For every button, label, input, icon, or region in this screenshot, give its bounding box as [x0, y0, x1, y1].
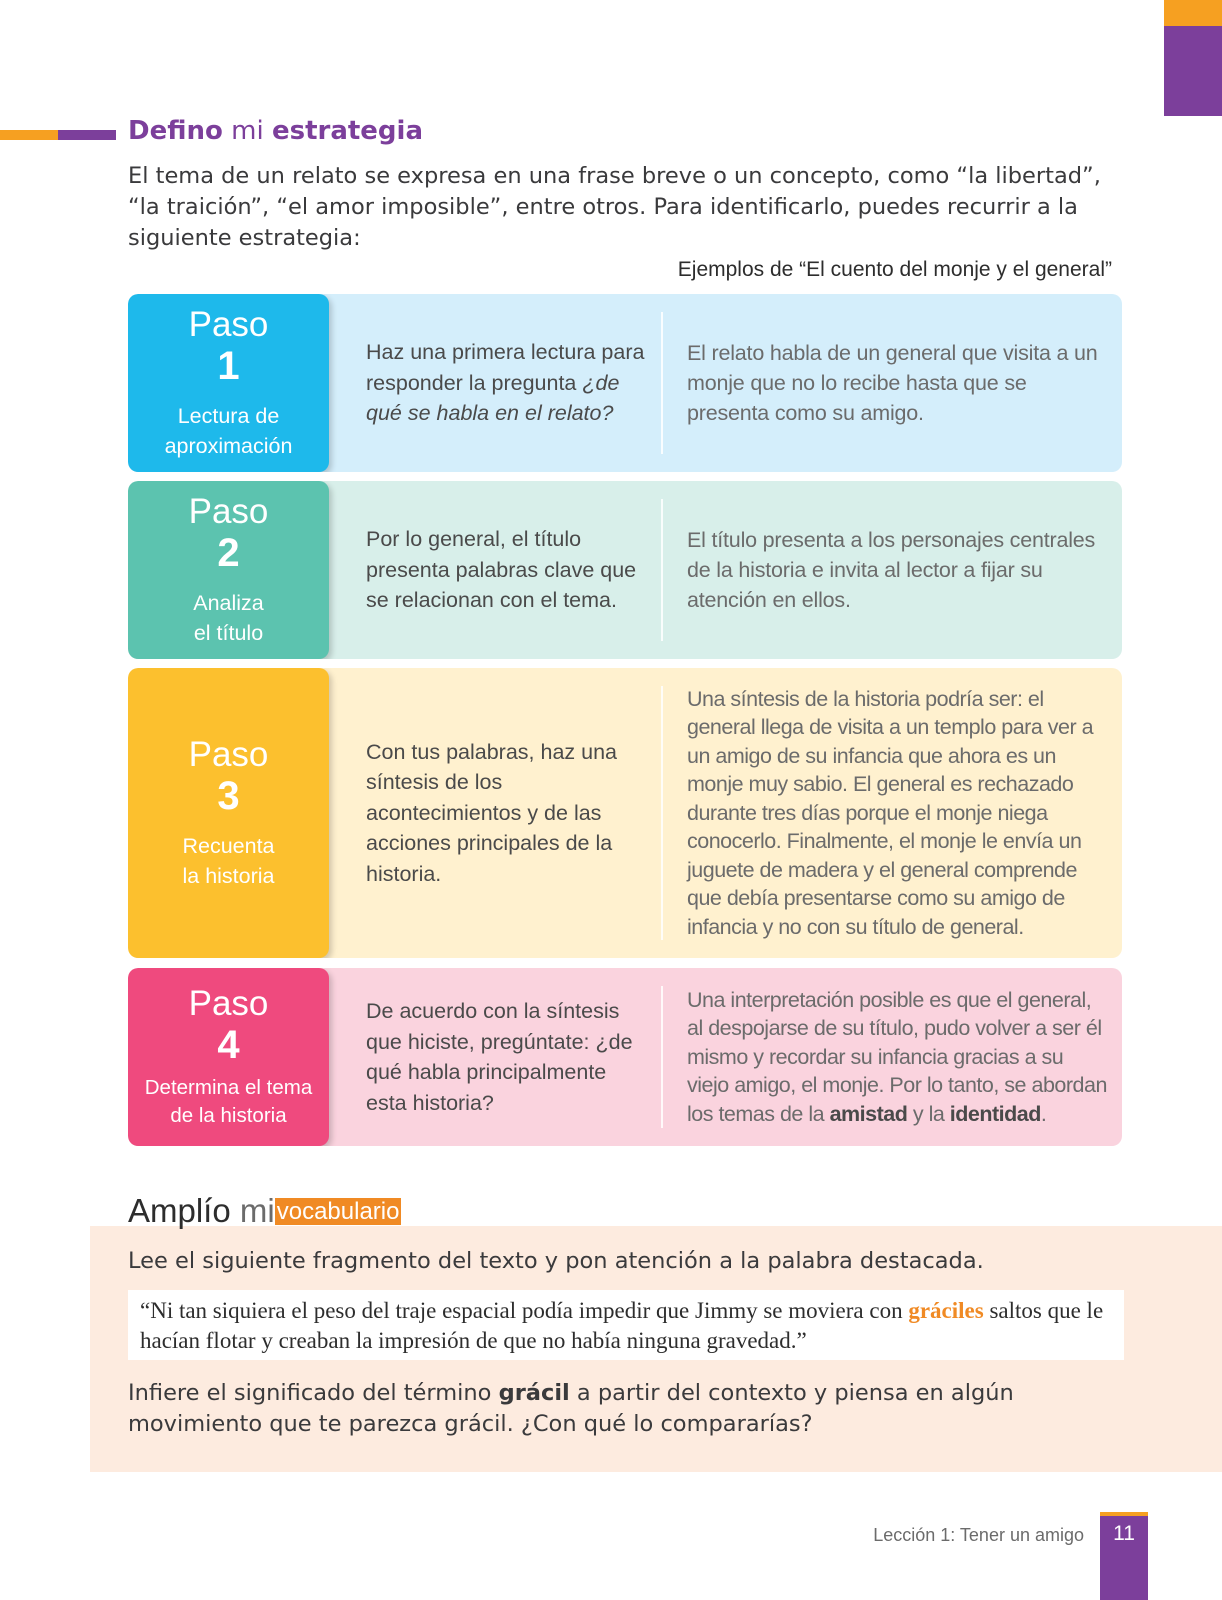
step-4-keyword-identidad: identidad: [949, 1101, 1041, 1126]
step-4-paso: Paso: [188, 984, 269, 1023]
section-title-part1: Defino: [128, 116, 223, 146]
quote-part1: “Ni tan siquiera el peso del traje espacial podía impedir que Jimmy se moviera con: [140, 1298, 903, 1323]
step-4-instruction-text: De acuerdo con la síntesis que hiciste, pregúntate: ¿de qué habla principalmente esta historia?: [366, 999, 633, 1115]
step-3-name: [128, 831, 329, 891]
step-1-name-line2: aproximación: [164, 434, 293, 458]
quote-text: [140, 1296, 1120, 1356]
step-4: [128, 968, 1122, 1146]
step-4-name: [128, 1074, 329, 1130]
step-1-card: [128, 294, 329, 472]
vocabulary-title-highlight: vocabulario: [276, 1198, 400, 1225]
step-3-name-line2: la historia: [182, 864, 275, 888]
footer-lesson: Lección 1: Tener un amigo: [873, 1525, 1084, 1545]
step-4-keyword-amistad: amistad: [829, 1101, 908, 1126]
vocabulary-question-part1: Infiere el significado del término: [128, 1380, 492, 1406]
page-tab-accent: [1100, 1512, 1148, 1516]
step-1-name-line1: Lectura de: [177, 404, 280, 428]
step-4-example: [687, 968, 1107, 1146]
vocabulary-title-part2: mi: [239, 1192, 275, 1229]
section-title-part2: mi: [231, 116, 264, 146]
step-3-instruction-text: Con tus palabras, haz una síntesis de los acontecimientos y de las acciones principales de la historia.: [366, 739, 617, 886]
corner-tab: [1164, 0, 1222, 116]
vocabulary-question: [128, 1378, 1118, 1440]
step-2-number: 2: [217, 531, 240, 575]
step-1-paso: Paso: [188, 305, 269, 344]
step-4-name-line2: de la historia: [170, 1104, 287, 1127]
step-3-paso: Paso: [188, 735, 269, 774]
examples-caption: Ejemplos de “El cuento del monje y el general”: [677, 258, 1112, 281]
section-title: [128, 116, 423, 146]
step-1-name: [128, 401, 329, 461]
vocabulary-question-keyword: grácil: [498, 1380, 570, 1406]
step-3-example-text: Una síntesis de la historia podría ser: el general llega de visita a un templo para ver a un amigo de su infancia que ahora es un monje muy sabio. El general es rechazado durante tres días porque el monje niega conocerlo. Finalmente, el monje le envía un juguete de madera y el general comprende que debía presentarse como su amigo de infancia y no con su título de general.: [687, 686, 1094, 939]
step-4-name-line1: Determina el tema: [144, 1076, 313, 1099]
vocabulary-instruction: Lee el siguiente fragmento del texto y pon atención a la palabra destacada.: [128, 1248, 984, 1274]
vocabulary-title: [128, 1192, 401, 1230]
step-3-instruction: [366, 668, 648, 958]
step-2-name-line2: el título: [193, 621, 264, 645]
step-4-example-text: Una interpretación posible es que el general, al despojarse de su título, pudo volver a ser él mismo y recordar su infancia gracias a su viejo amigo, el monje. Por lo tanto, se abordan los temas de la: [687, 987, 1107, 1126]
step-1-instruction-text: Haz una primera lectura para responder la pregunta: [366, 340, 645, 395]
page-number-tab: [1100, 1512, 1148, 1600]
step-1-example-text: El relato habla de un general que visita a un monje que no lo recibe hasta que se presenta como su amigo.: [687, 341, 1098, 425]
header-bar-orange: [0, 130, 58, 140]
corner-tab-purple: [1164, 26, 1222, 116]
step-2-instruction: [366, 481, 648, 659]
vocabulary-title-part1: Amplío: [128, 1192, 231, 1229]
quote-part2: saltos que le hacían flotar y creaban la impresión de que no había ninguna gravedad.”: [140, 1298, 1104, 1353]
section-title-part3: estrategia: [271, 116, 423, 146]
step-1-divider: [661, 312, 663, 454]
step-2-name-line1: Analiza: [193, 591, 264, 615]
vocabulary-question-part2: a partir del contexto y piensa en algún movimiento que te parezca grácil. ¿Con qué lo compararías?: [128, 1380, 1014, 1437]
quote-box: [128, 1290, 1124, 1360]
step-4-divider: [661, 986, 663, 1128]
step-4-example-mid: y la: [912, 1101, 945, 1126]
step-4-number: 4: [217, 1023, 240, 1067]
step-4-card: [128, 968, 329, 1146]
step-3: [128, 668, 1122, 958]
step-2-example-text: El título presenta a los personajes centrales de la historia e invita al lector a fijar su atención en ellos.: [687, 528, 1096, 612]
corner-tab-orange: [1164, 0, 1222, 26]
step-4-instruction: [366, 968, 648, 1146]
step-1-instruction-question: ¿de qué se habla en el relato?: [366, 370, 620, 426]
page-number: 11: [1113, 1522, 1135, 1545]
quote-keyword: gráciles: [908, 1298, 984, 1323]
step-3-card: [128, 668, 329, 958]
step-4-example-end: .: [1040, 1101, 1047, 1126]
step-3-example: [687, 668, 1107, 958]
step-2-card: [128, 481, 329, 659]
step-1-instruction: [366, 294, 648, 472]
step-2: [128, 481, 1122, 659]
step-1-number: 1: [217, 344, 240, 388]
header-bar-purple: [58, 130, 116, 140]
step-3-number: 3: [217, 774, 240, 818]
step-3-name-line1: Recuenta: [182, 834, 275, 858]
step-2-example: [687, 481, 1107, 659]
step-1: [128, 294, 1122, 472]
step-2-instruction-text: Por lo general, el título presenta palabras clave que se relacionan con el tema.: [366, 527, 637, 613]
intro-paragraph: El tema de un relato se expresa en una frase breve o un concepto, como “la libertad”, “la traición”, “el amor imposible”, entre otros. Para identificarlo, puedes recurrir a la siguiente estrategia:: [128, 163, 1101, 251]
step-2-name: [128, 588, 329, 648]
step-3-divider: [661, 686, 663, 940]
step-2-divider: [661, 499, 663, 641]
step-1-example: [687, 294, 1107, 472]
step-2-paso: Paso: [188, 492, 269, 531]
